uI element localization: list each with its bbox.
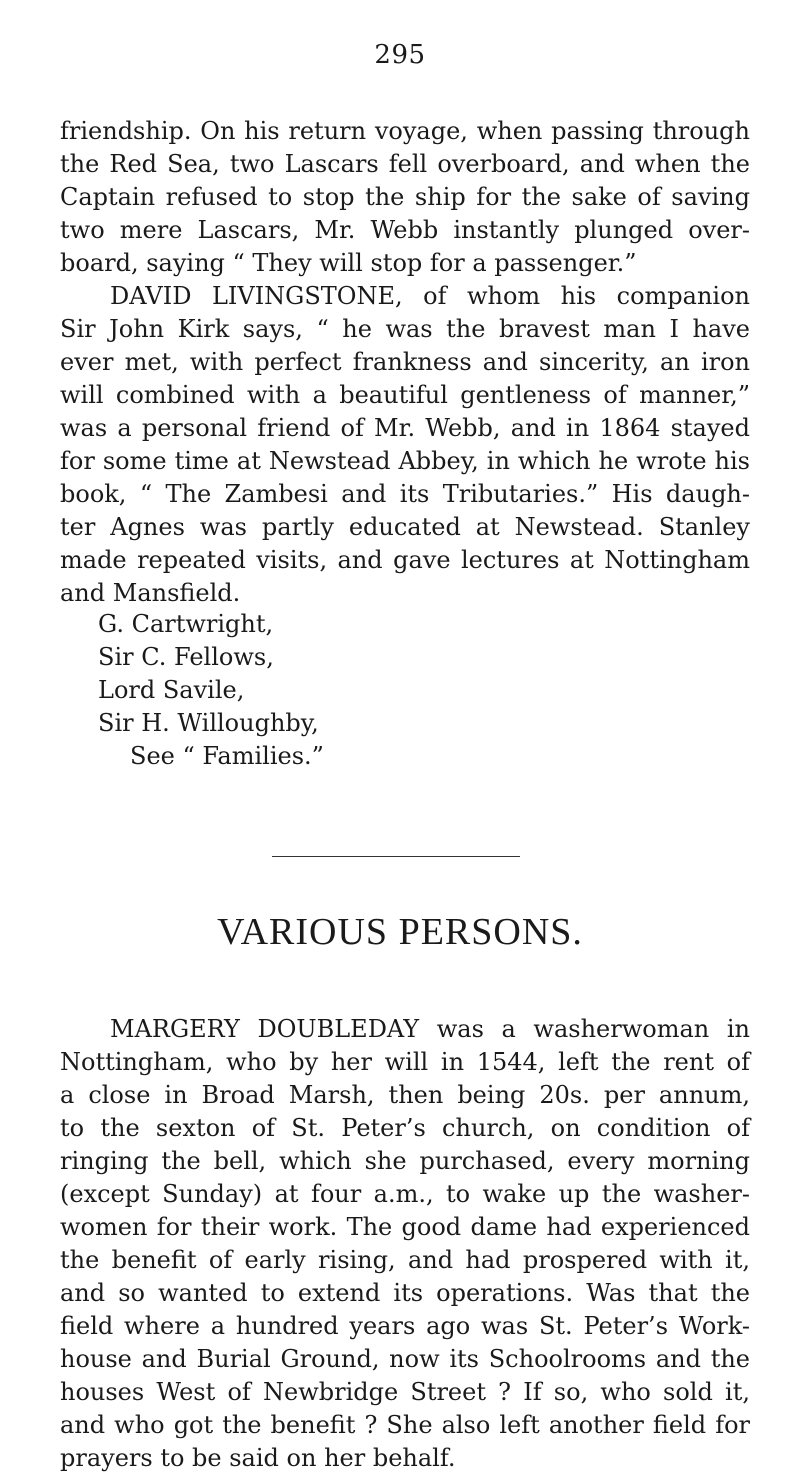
text-line: MARGERY DOUBLEDAY was a washerwoman in (110, 1015, 750, 1043)
text-line: women for their work. The good dame had experienced (60, 1213, 750, 1241)
text-line: was a personal friend of Mr. Webb, and in 1864 stayed (60, 414, 750, 442)
paragraph-livingstone (60, 280, 750, 610)
see-reference: See “ Families.” (130, 742, 324, 770)
text-line: and so wanted to extend its operations. Was that the (60, 1279, 750, 1307)
text-line: the Red Sea, two Lascars fell overboard, and when the (60, 150, 750, 178)
text-line: and who got the benefit ? She also left another field for (60, 1411, 750, 1439)
text-line: will combined with a beautiful gentleness of manner,” (60, 381, 750, 409)
text-line: made repeated visits, and gave lectures at Nottingham (60, 546, 750, 574)
text-line: to the sexton of St. Peter’s church, on condition of (60, 1114, 750, 1142)
family-item: G. Cartwright, (98, 610, 274, 638)
family-item: Sir C. Fellows, (98, 643, 274, 671)
text-line: and Mansfield. (60, 579, 241, 607)
paragraph-webb-voyage (60, 115, 750, 280)
text-line: two mere Lascars, Mr. Webb instantly plunged over- (60, 216, 750, 244)
text-line: book, “ The Zambesi and its Tributaries.” His daugh- (60, 480, 750, 508)
text-line: Captain refused to stop the ship for the sake of saving (60, 183, 750, 211)
text-line: prayers to be said on her behalf. (60, 1444, 456, 1472)
paragraph-margery-doubleday (60, 1013, 750, 1475)
text-line: for some time at Newstead Abbey, in which he wrote his (60, 447, 750, 475)
text-line: Sir John Kirk says, “ he was the bravest man I have (60, 315, 750, 343)
family-item: Lord Savile, (98, 676, 245, 704)
text-line: friendship. On his return voyage, when passing through (60, 117, 750, 145)
text-line: house and Burial Ground, now its Schoolrooms and the (60, 1345, 750, 1373)
text-line: Nottingham, who by her will in 1544, left the rent of (60, 1048, 750, 1076)
text-line: ter Agnes was partly educated at Newstead. Stanley (60, 513, 750, 541)
text-line: field where a hundred years ago was St. Peter’s Work- (60, 1312, 750, 1340)
families-list (98, 608, 698, 773)
text-line: (except Sunday) at four a.m., to wake up the washer- (60, 1180, 750, 1208)
text-line: ever met, with perfect frankness and sincerity, an iron (60, 348, 750, 376)
family-item: Sir H. Willoughby, (98, 709, 319, 737)
text-line: board, saying “ They will stop for a passenger.” (60, 249, 637, 277)
text-line: DAVID LIVINGSTONE, of whom his companion (110, 282, 750, 310)
text-line: houses West of Newbridge Street ? If so, who sold it, (60, 1378, 750, 1406)
section-divider (272, 856, 520, 857)
page-number: 295 (374, 40, 426, 70)
text-line: the benefit of early rising, and had prospered with it, (60, 1246, 750, 1274)
section-heading: VARIOUS PERSONS. (217, 911, 583, 953)
text-line: a close in Broad Marsh, then being 20s. per annum, (60, 1081, 750, 1109)
text-line: ringing the bell, which she purchased, every morning (60, 1147, 750, 1175)
